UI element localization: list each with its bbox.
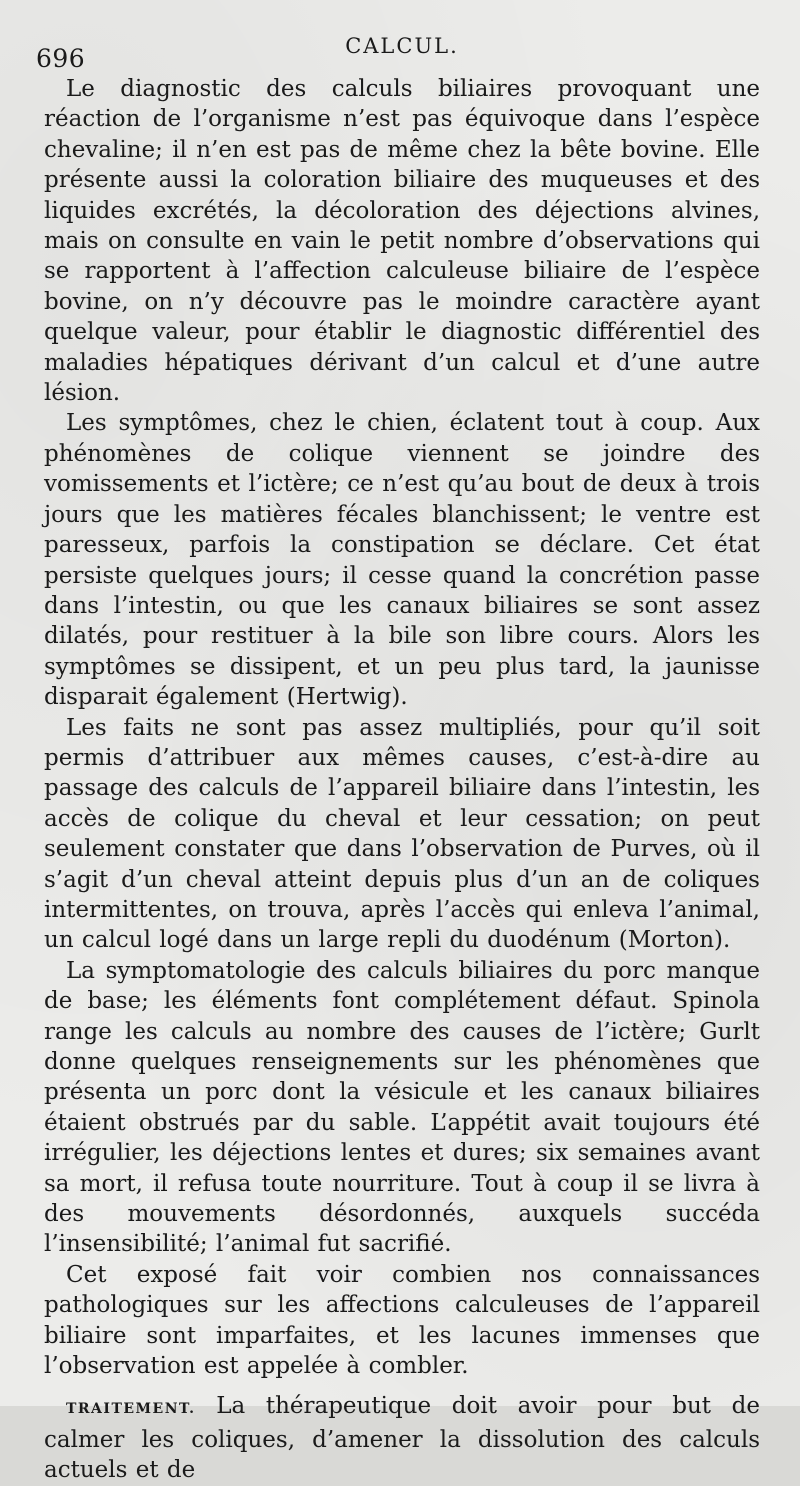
body-text xyxy=(44,74,760,1486)
paragraph-diagnostic: Le diagnostic des calculs biliaires provoquant une réaction de l’organisme n’est pas équivoque dans l’espèce chevaline; il n’en est pas de même chez la bête bovine. Elle présente aussi la coloration biliaire des muqueuses et des liquides excrétés, la décoloration des déjections alvines, mais on consulte en vain le petit nombre d’observations qui se rapportent à l’affection calculeuse biliaire de l’espèce bovine, on n’y découvre pas le moindre caractère ayant quelque valeur, pour établir le diagnostic différentiel des maladies hépatiques dérivant d’un calcul et d’une autre lésion. xyxy=(44,76,760,407)
section-label-traitement: TRAITEMENT. xyxy=(66,1401,196,1418)
page-number: 696 xyxy=(36,44,86,73)
running-head xyxy=(36,30,760,74)
paragraph-chien: Les symptômes, chez le chien, éclatent tout à coup. Aux phénomènes de colique viennent se joindre des vomissements et l’ictère; ce n’est qu’au bout de deux à trois jours que les matières fécales blanchissent; le ventre est paresseux, parfois la constipation se déclare. Cet état persiste quelques jours; il cesse quand la concrétion passe dans l’intestin, ou que les canaux biliaires se sont assez dilatés, pour restituer à la bile son libre cours. Alors les symptômes se dissipent, et un peu plus tard, la jaunisse disparait également (Hertwig). xyxy=(44,410,760,711)
paragraph-porc: La symptomatologie des calculs biliaires du porc manque de base; les éléments font complétement défaut. Spinola range les calculs au nombre des causes de l’ictère; Gurlt donne quelques renseignements sur les phénomènes que présenta un porc dont la vésicule et les canaux biliaires étaient obstrués par du sable. L’appétit avait toujours été irrégulier, les déjections lentes et dures; six semaines avant sa mort, il refusa toute nourriture. Tout à coup il se livra à des mouvements désordonnés, auxquels succéda l’insensibilité; l’animal fut sacrifié. xyxy=(44,957,760,1258)
traitement-text: La thérapeutique doit avoir pour but de calmer les coliques, d’amener la dissolution des calculs actuels et de xyxy=(44,1393,761,1484)
paragraph-faits: Les faits ne sont pas assez multipliés, pour qu’il soit permis d’attribuer aux mêmes causes, c’est-à-dire au passage des calculs de l’appareil biliaire dans l’intestin, les accès de colique du cheval et leur cessation; on peut seulement constater que dans l’observation de Purves, où il s’agit d’un cheval atteint depuis plus d’un an de coliques intermittentes, on trouva, après l’accès qui enleva l’animal, un calcul logé dans un large repli du duodénum (Morton). xyxy=(44,714,760,954)
running-title: CALCUL. xyxy=(345,34,459,58)
paragraph-expose: Cet exposé fait voir combien nos connaissances pathologiques sur les affections calculeuses de l’appareil biliaire sont imparfaites, et les lacunes immenses que l’observation est appelée à combler. xyxy=(44,1261,760,1380)
